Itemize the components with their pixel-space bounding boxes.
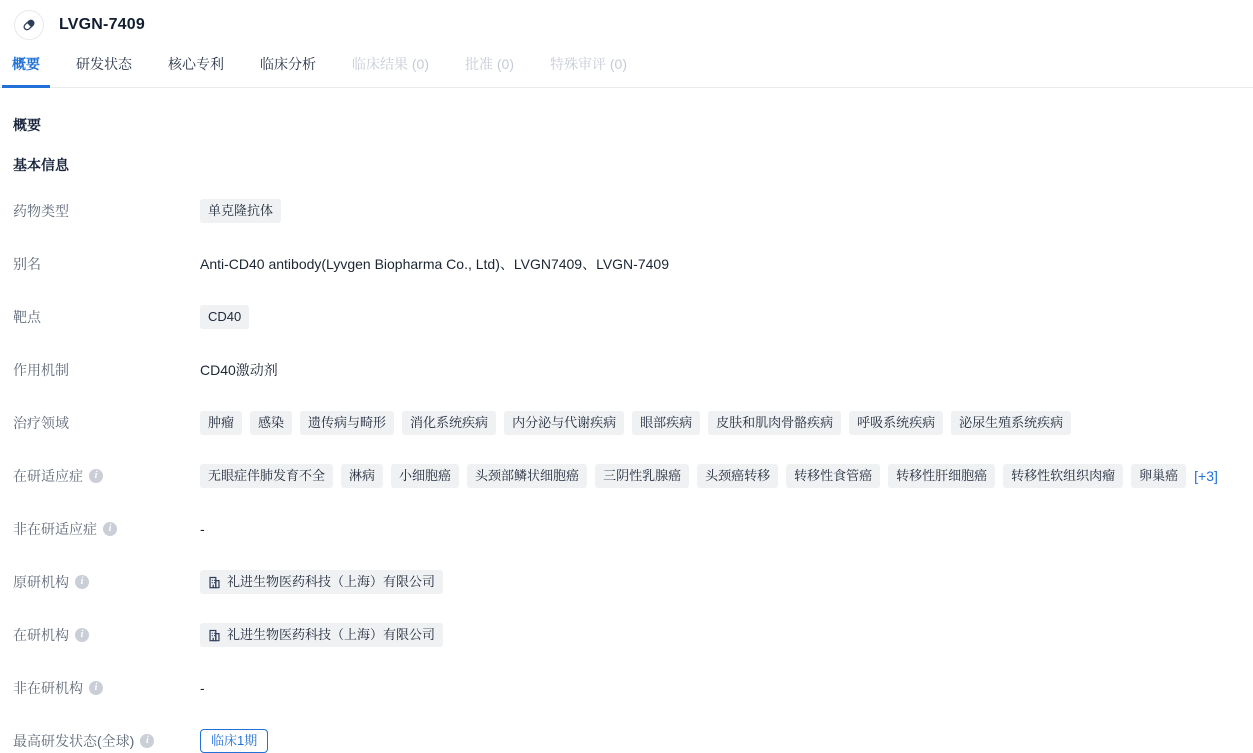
info-icon[interactable]: i [75,628,89,642]
info-icon[interactable]: i [89,681,103,695]
building-icon [208,629,221,642]
indication-tag: 转移性软组织肉瘤 [1003,464,1123,488]
tab-item[interactable]: 核心专利 [168,56,224,72]
company-name: 礼进生物医药科技（上海）有限公司 [227,627,436,642]
empty-value: - [200,680,205,696]
field-label: 原研机构 [13,574,69,590]
indication-tag: 小细胞癌 [391,464,459,488]
tab-bar [0,46,1253,88]
info-icon[interactable]: i [140,734,154,748]
tab-item[interactable]: 临床分析 [260,56,316,72]
indication-tag: 淋病 [341,464,383,488]
drug-type-tag: 单克隆抗体 [200,199,281,223]
indication-tag: 头颈癌转移 [697,464,778,488]
therapy-area-tag: 感染 [250,411,292,435]
alias-value: Anti-CD40 antibody(Lyvgen Biopharma Co., Ltd)、LVGN7409、LVGN-7409 [200,256,669,272]
info-icon[interactable]: i [89,469,103,483]
field-label: 在研机构 [13,627,69,643]
page-title: LVGN-7409 [59,16,145,33]
status-badge: 临床1期 [200,729,268,753]
field-row-alias [13,252,1240,276]
tab-item[interactable]: 特殊审评 (0) [550,56,627,72]
indication-tag: 三阴性乳腺癌 [595,464,689,488]
field-row-inactive-indications [13,517,1240,541]
field-row-therapy-areas [13,411,1240,435]
pill-icon [14,10,44,40]
section-title: 概要 [13,117,41,133]
field-row-target [13,305,1240,329]
building-icon [208,576,221,589]
overview-panel [0,88,1253,753]
field-row-highest-status [13,729,1240,753]
subsection-title: 基本信息 [13,157,69,173]
therapy-area-tag: 肿瘤 [200,411,242,435]
indication-tag: 无眼症伴肺发育不全 [200,464,333,488]
page-header [0,0,1253,42]
field-label: 最高研发状态(全球) [13,733,135,749]
indication-tag: 卵巢癌 [1131,464,1186,488]
therapy-area-tag: 眼部疾病 [632,411,700,435]
therapy-area-tag: 遗传病与畸形 [300,411,394,435]
field-row-moa [13,358,1240,382]
therapy-area-tag: 内分泌与代谢疾病 [504,411,624,435]
indication-tag: 转移性肝细胞癌 [888,464,995,488]
target-tag: CD40 [200,305,249,329]
field-row-originator [13,570,1240,594]
tab-item[interactable]: 概要 [2,46,50,87]
therapy-area-tag: 泌尿生殖系统疾病 [951,411,1071,435]
field-label: 非在研机构 [13,680,83,696]
info-icon[interactable]: i [103,522,117,536]
originator-company-tag[interactable] [200,570,443,594]
therapy-area-tag: 呼吸系统疾病 [849,411,943,435]
tab-item[interactable]: 批准 (0) [465,56,514,72]
field-row-inactive-org [13,676,1240,700]
tab-item[interactable]: 研发状态 [76,56,132,72]
show-more-link[interactable]: [+3] [1194,468,1218,484]
empty-value: - [200,521,205,537]
field-label: 别名 [13,256,41,272]
therapy-area-tag: 皮肤和肌肉骨骼疾病 [708,411,841,435]
active-org-company-tag[interactable] [200,623,443,647]
field-label: 药物类型 [13,203,69,219]
field-label: 靶点 [13,309,41,325]
field-row-drug-type [13,199,1240,223]
field-row-active-indications [13,464,1240,488]
field-label: 作用机制 [13,362,69,378]
moa-value: CD40激动剂 [200,362,278,378]
indication-tag: 转移性食管癌 [786,464,880,488]
therapy-area-tag: 消化系统疾病 [402,411,496,435]
field-label: 非在研适应症 [13,521,97,537]
field-label: 治疗领域 [13,415,69,431]
company-name: 礼进生物医药科技（上海）有限公司 [227,574,436,589]
tab-item[interactable]: 临床结果 (0) [352,56,429,72]
indication-tag: 头颈部鳞状细胞癌 [467,464,587,488]
info-icon[interactable]: i [75,575,89,589]
field-label: 在研适应症 [13,468,83,484]
field-row-active-org [13,623,1240,647]
